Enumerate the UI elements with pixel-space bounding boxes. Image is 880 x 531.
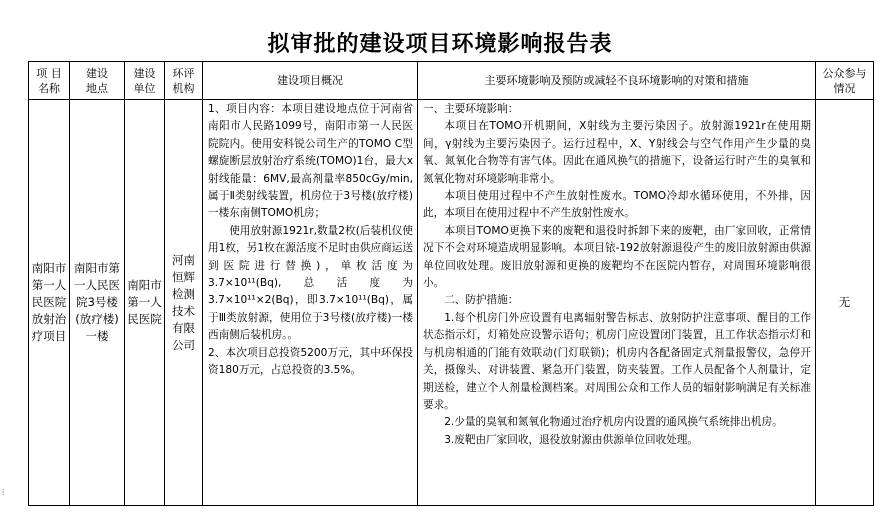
project-name-cell: 南阳市第一人民医院放射治疗项目 (29, 100, 70, 506)
table-row (29, 100, 874, 506)
agency-cell: 河南恒辉检测技术有限公司 (165, 100, 203, 506)
header-overview: 建设项目概况 (203, 62, 418, 100)
impacts-cell (418, 100, 816, 506)
impacts-paragraph-2: 本项目使用过程中不产生放射性废水。TOMO冷却水循环使用，不外排，因此，本项目在使用过程中不产生放射性废水。 (423, 190, 811, 220)
report-table (28, 61, 874, 506)
header-agency: 环评 机构 (165, 62, 203, 100)
overview-paragraph-2: 使用放射源1921r,数量2枚(后装机仪使用1枚，另1枚在源活度不足时由供应商运送到医院进行替换)，单枚活度为3.7×10¹¹(Bq),总活度为3.7×10¹¹×2(Bq)，即3.7×10¹¹(Bq)，属于Ⅲ类放射源，使用位于3号楼(放疗楼)一楼西南侧后装机房。。 (208, 224, 413, 342)
impacts-paragraph-3: 本项目TOMO更换下来的废靶和退役时拆卸下来的废靶，由厂家回收，正常情况下不会对环境造成明显影响。本项目铱-192放射源退役产生的废旧放射源由供源单位回收处理。废旧放射源和更换的废靶均不在医院内暂存，对周围环境影响很小。 (423, 224, 811, 290)
impacts-heading: 一、主要环境影响： (423, 103, 519, 115)
measures-item-3: 3.废靶由厂家回收，退役放射源由供源单位回收处理。 (444, 433, 698, 446)
overview-paragraph-1: 1、项目内容：本项目建设地点位于河南省南阳市人民路1099号，南阳市第一人民医院院内。使用安科锐公司生产的TOMO C型螺旋断层放射治疗系统(TOMO)1台，最大x射线能量：6MV,最高剂量率850cGy/min,属于Ⅱ类射线装置，机房位于3号楼(放疗楼)一楼东南侧TOMO机房； (208, 103, 413, 220)
measures-heading: 二、防护措施： (444, 294, 519, 307)
impacts-paragraph-1: 本项目在TOMO开机期间，X射线为主要污染因子。放射源1921r在使用期间，γ射线为主要污染因子。运行过程中，X、Y射线会与空气作用产生少量的臭氧、氮氧化合物等有害气体。因此在通风换气的措施下，设备运行时产生的臭氧和氮氧化物对环境影响非常小。 (423, 120, 811, 185)
location-cell: 南阳市第一人民医院3号楼(放疗楼)一楼 (70, 100, 125, 506)
page-title: 拟审批的建设项目环境影响报告表 (267, 32, 613, 57)
public-participation-cell: 无 (816, 100, 874, 506)
header-public: 公众参与 情况 (816, 62, 874, 100)
header-row (29, 62, 874, 100)
overview-paragraph-3: 2、本次项目总投资5200万元，其中环保投资180万元，占总投资的3.5%。 (208, 346, 413, 377)
header-project-name: 项 目 名称 (29, 62, 70, 100)
unit-cell: 南阳市第一人民医院 (125, 100, 165, 506)
measures-item-2: 2.少量的臭氧和氮氧化物通过治疗机房内设置的通风换气系统排出机房。 (444, 416, 783, 429)
header-unit: 建设 单位 (125, 62, 165, 100)
measures-item-1: 1.每个机房门外应设置有电离辐射警告标志、放射防护注意事项、醒目的工作状态指示灯，灯箱处应设警示语句；机房门应设置闭门装置，且工作状态指示灯和与机房相通的门能有效联动(门灯联锁)；机房内各配备固定式剂量报警仪，急停开关，摄像头、对讲装置、紧急开门装置，防夹装置。工作人员配备个人剂量计，定期送检，建立个人剂量检测档案。对周围公众和工作人员的辐射影响满足有关标准要求。 (423, 311, 811, 411)
overview-cell (203, 100, 418, 506)
drag-handle-icon: ⁞ (2, 488, 5, 497)
header-impacts: 主要环境影响及预防或减轻不良环境影响的对策和措施 (418, 62, 816, 100)
header-location: 建设 地点 (70, 62, 125, 100)
